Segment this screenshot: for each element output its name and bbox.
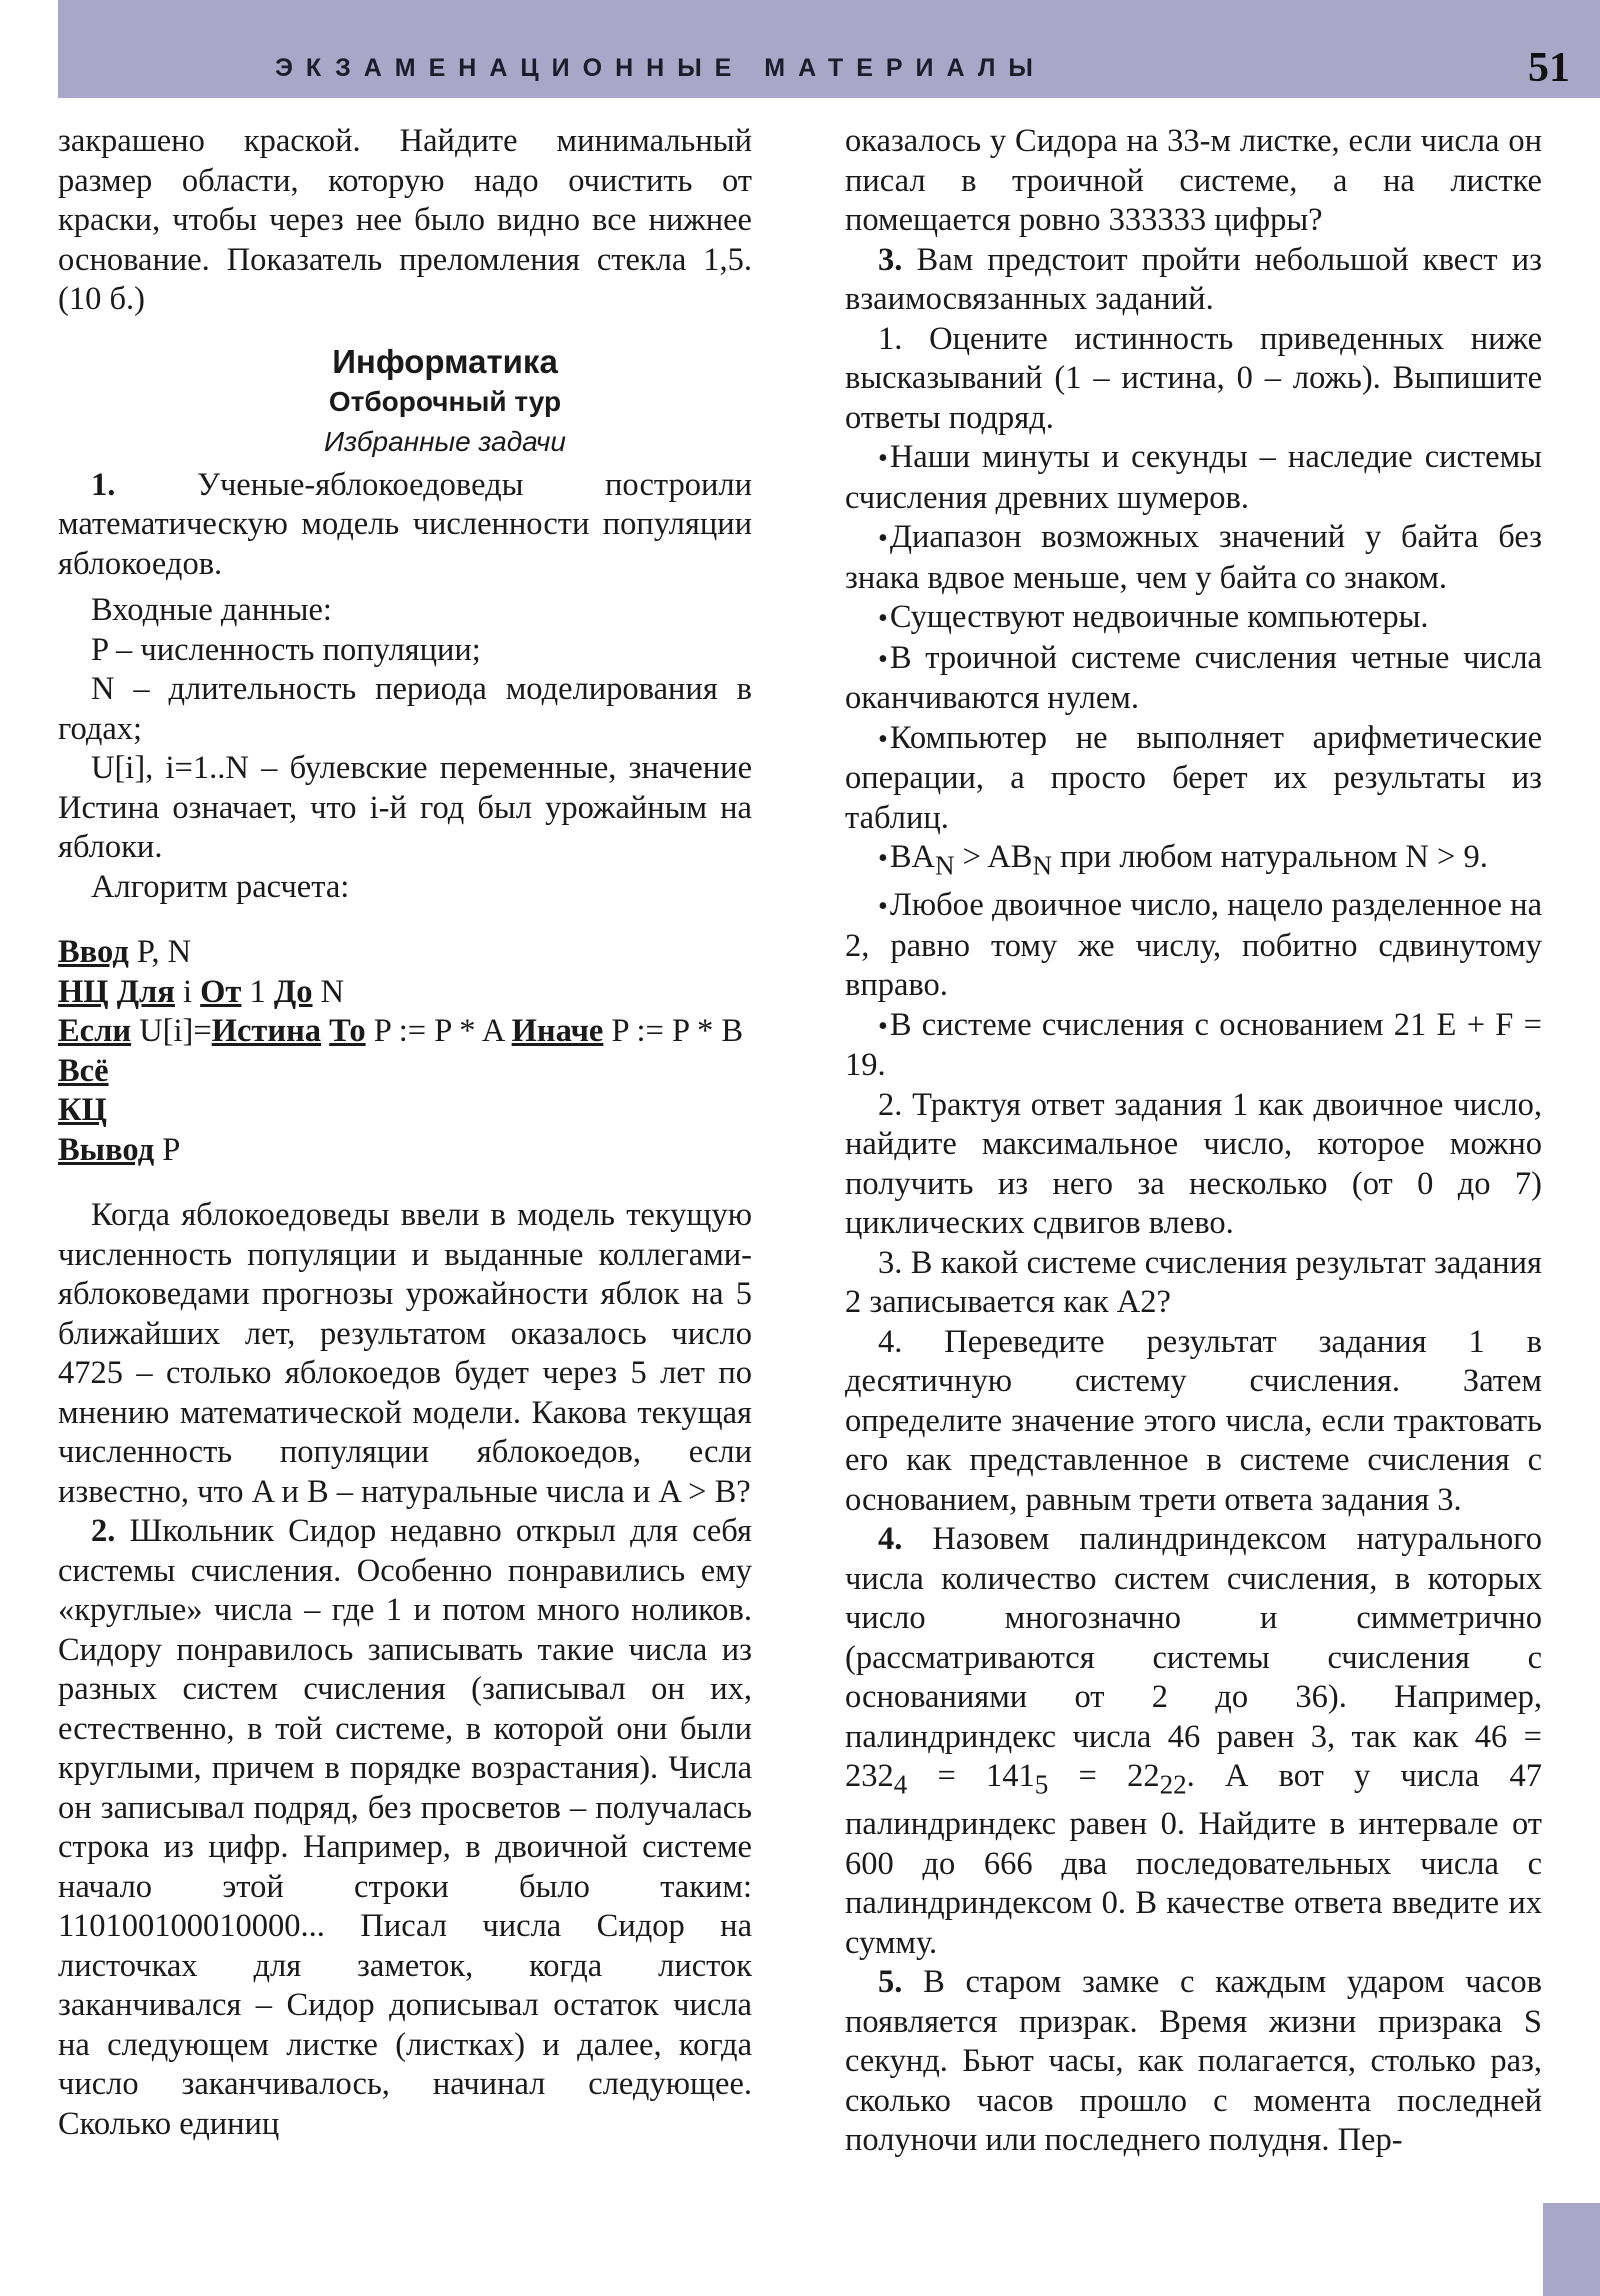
statement-6 (845, 838, 1542, 886)
code-keyword: То (329, 1013, 366, 1049)
statement-7: • Любое двоичное число, нацело разделенное на 2, равно тому же числу, побитно сдвинутому вправо. (845, 886, 1542, 1006)
problem-4-number: 4. (878, 1521, 903, 1557)
def-u: U[i], i=1..N – булевские переменные, значение Истина означает, что i-й год был урожайным на яблоки. (58, 750, 752, 865)
model-paragraph: Когда яблокоедоведы ввели в модель текущую численность популяции и выданные коллегами-яблоковедами прогнозы урожайности яблок на 5 ближайших лет, результатом оказалось число 4725 – столько яблокоедов будет через 5 лет по мнению математической модели. Какова текущая численность популяции яблокоедов, если известно, что A и B – натуральные числа и A > B? (58, 1197, 752, 1510)
code-text: 1 (241, 973, 274, 1010)
problem-4-text: Назовем палиндриндексом натурального числа количество систем счисления, в которых число многозначно и симметрично (рассматриваются системы счисления с основаниями от 2 до 36). Например, палиндриндекс числа 46 равен 3, так как 46 = 232 (845, 1521, 1542, 1794)
statement-5: • Компьютер не выполняет арифметические операции, а просто берет их результаты из таблиц. (845, 719, 1542, 839)
code-line-6 (58, 1131, 752, 1171)
problem-3-number: 3. (878, 241, 903, 278)
code-keyword: До (273, 973, 313, 1010)
code-keyword: Ввод (58, 934, 129, 970)
code-text: U[i]= (131, 1013, 212, 1049)
problem-4-text: = 22 (1048, 1758, 1160, 1794)
section-note: Избранные задачи (324, 425, 566, 457)
problem-2-number: 2. (91, 1513, 116, 1549)
statement-6-text: > AB (954, 839, 1033, 875)
problem-5-text: В старом замке с каждым ударом часов появляется призрак. Время жизни призрака S секунд. Бьют часы, как полагается, столько раз, сколько часов прошло с момента последней полуночи или последнего полудня. Пер- (845, 1964, 1542, 2158)
problem-1-text: Ученые-яблокоедоведы построили математическую модель численности популяции яблокоедов. (58, 466, 752, 582)
subscript: 4 (893, 1769, 908, 1800)
task-2: 2. Трактуя ответ задания 1 как двоичное число, найдите максимальное число, которое можно получить из него за несколько (от 0 до 7) циклических сдвигов влево. (845, 1086, 1542, 1241)
code-text: P := P * A (365, 1013, 512, 1049)
code-keyword: Вывод (58, 1131, 155, 1168)
corner-tab (1543, 2203, 1600, 2296)
left-column (58, 122, 752, 2144)
algorithm-code (58, 933, 752, 1170)
code-line-3 (58, 1012, 752, 1052)
statement-6-text: BA (889, 839, 935, 875)
code-text: N (312, 973, 345, 1010)
problem-3-text: Вам предстоит пройти небольшой квест из взаимосвязанных заданий. (845, 241, 1542, 317)
statement-2: • Диапазон возможных значений у байта без знака вдвое меньше, чем у байта со знаком. (845, 518, 1542, 598)
code-text: P, N (128, 934, 192, 970)
code-text: i (174, 973, 201, 1010)
code-line-4 (58, 1052, 752, 1092)
subscript: 22 (1159, 1769, 1187, 1800)
problem-2 (58, 1512, 752, 2144)
code-keyword: Истина (211, 1013, 322, 1049)
code-keyword: Если (58, 1013, 132, 1049)
problem-2-text: Школьник Сидор недавно открыл для себя системы счисления. Особенно понравились ему «круглые» числа – где 1 и потом много ноликов. Сидору понравилось записывать такие числа из разных систем счисления (записывал он их, естественно, в той системе, в которой они были круглыми, причем в порядке возрастания). Числа он записывал подряд, без просветов – получалась строка из цифр. Например, в двоичной системе начало этой строки было таким: 110100100010000... Писал числа Сидор на листочках для заметок, когда листок заканчивался – Сидор дописывал остаток числа на следующем листке (листках) и далее, когда число заканчивалось, начинал следующее. Сколько единиц (58, 1513, 752, 2142)
code-keyword: Иначе (511, 1013, 604, 1049)
statement-8: • В системе счисления с основанием 21 E + F = 19. (845, 1006, 1542, 1086)
problem-1-number: 1. (91, 466, 116, 503)
algo-label: Алгоритм расчета: (91, 868, 350, 905)
code-text (321, 1013, 329, 1049)
page-number: 51 (1528, 45, 1570, 91)
problem-5-number: 5. (878, 1964, 903, 2000)
section-title: Информатика (332, 342, 558, 380)
subscript: N (934, 850, 955, 881)
task-3: 3. В какой системе счисления результат задания 2 записывается как A2? (845, 1244, 1542, 1320)
subscript: 5 (1034, 1769, 1049, 1800)
code-keyword: КЦ (58, 1092, 107, 1128)
code-keyword: Для (116, 973, 175, 1010)
task-4: 4. Переведите результат задания 1 в десятичную систему счисления. Затем определите значение этого числа, если трактовать его как представленное в системе счисления с основанием, равным трети ответа задания 3. (845, 1323, 1542, 1518)
problem-1 (58, 466, 752, 585)
statement-1: • Наши минуты и секунды – наследие системы счисления древних шумеров. (845, 438, 1542, 518)
continued-paragraph: оказалось у Сидора на 33-м листке, если числа он писал в троичной системе, а на листке помещается ровно 333333 цифры? (845, 123, 1542, 238)
statement-4: • В троичной системе счисления четные числа оканчиваются нулем. (845, 639, 1542, 719)
problem-4 (845, 1520, 1542, 1963)
statement-3: • Существуют недвоичные компьютеры. (845, 598, 1542, 639)
continued-paragraph: закрашено краской. Найдите минимальный размер области, которую надо очистить от краски, чтобы через нее было видно все нижнее основание. Показатель преломления стекла 1,5. (10 б.) (58, 123, 752, 317)
code-keyword: Всё (58, 1052, 109, 1089)
input-label: Входные данные: (91, 592, 332, 628)
code-line-2 (58, 973, 752, 1013)
code-keyword: НЦ (58, 973, 109, 1010)
code-keyword: От (200, 973, 242, 1010)
section-subtitle: Отборочный тур (328, 385, 562, 417)
code-line-1 (58, 933, 752, 973)
def-n: N – длительность периода моделирования в годах; (58, 671, 752, 747)
statement-6-text: при любом натуральном N > 9. (1052, 839, 1488, 875)
subscript: N (1032, 850, 1053, 881)
problem-4-text: = 141 (907, 1758, 1035, 1794)
code-text: P := P * B (603, 1013, 743, 1049)
problem-5 (845, 1963, 1542, 2161)
code-line-5 (58, 1091, 752, 1131)
code-text: P (154, 1131, 181, 1168)
task-1: 1. Оцените истинность приведенных ниже высказываний (1 – истина, 0 – ложь). Выпишите ответы подряд. (845, 320, 1542, 436)
running-title: ЭКЗАМЕНАЦИОННЫЕ МАТЕРИАЛЫ (275, 54, 1046, 82)
running-header (58, 0, 1600, 98)
right-column (845, 122, 1542, 2161)
problem-3 (845, 241, 1542, 320)
def-p: P – численность популяции; (91, 631, 481, 668)
problem-4-text: . А вот у числа 47 палиндриндекс равен 0. Найдите в интервале от 600 до 666 два последовательных числа с палиндриндексом 0. В качестве ответа введите их сумму. (845, 1758, 1542, 1961)
